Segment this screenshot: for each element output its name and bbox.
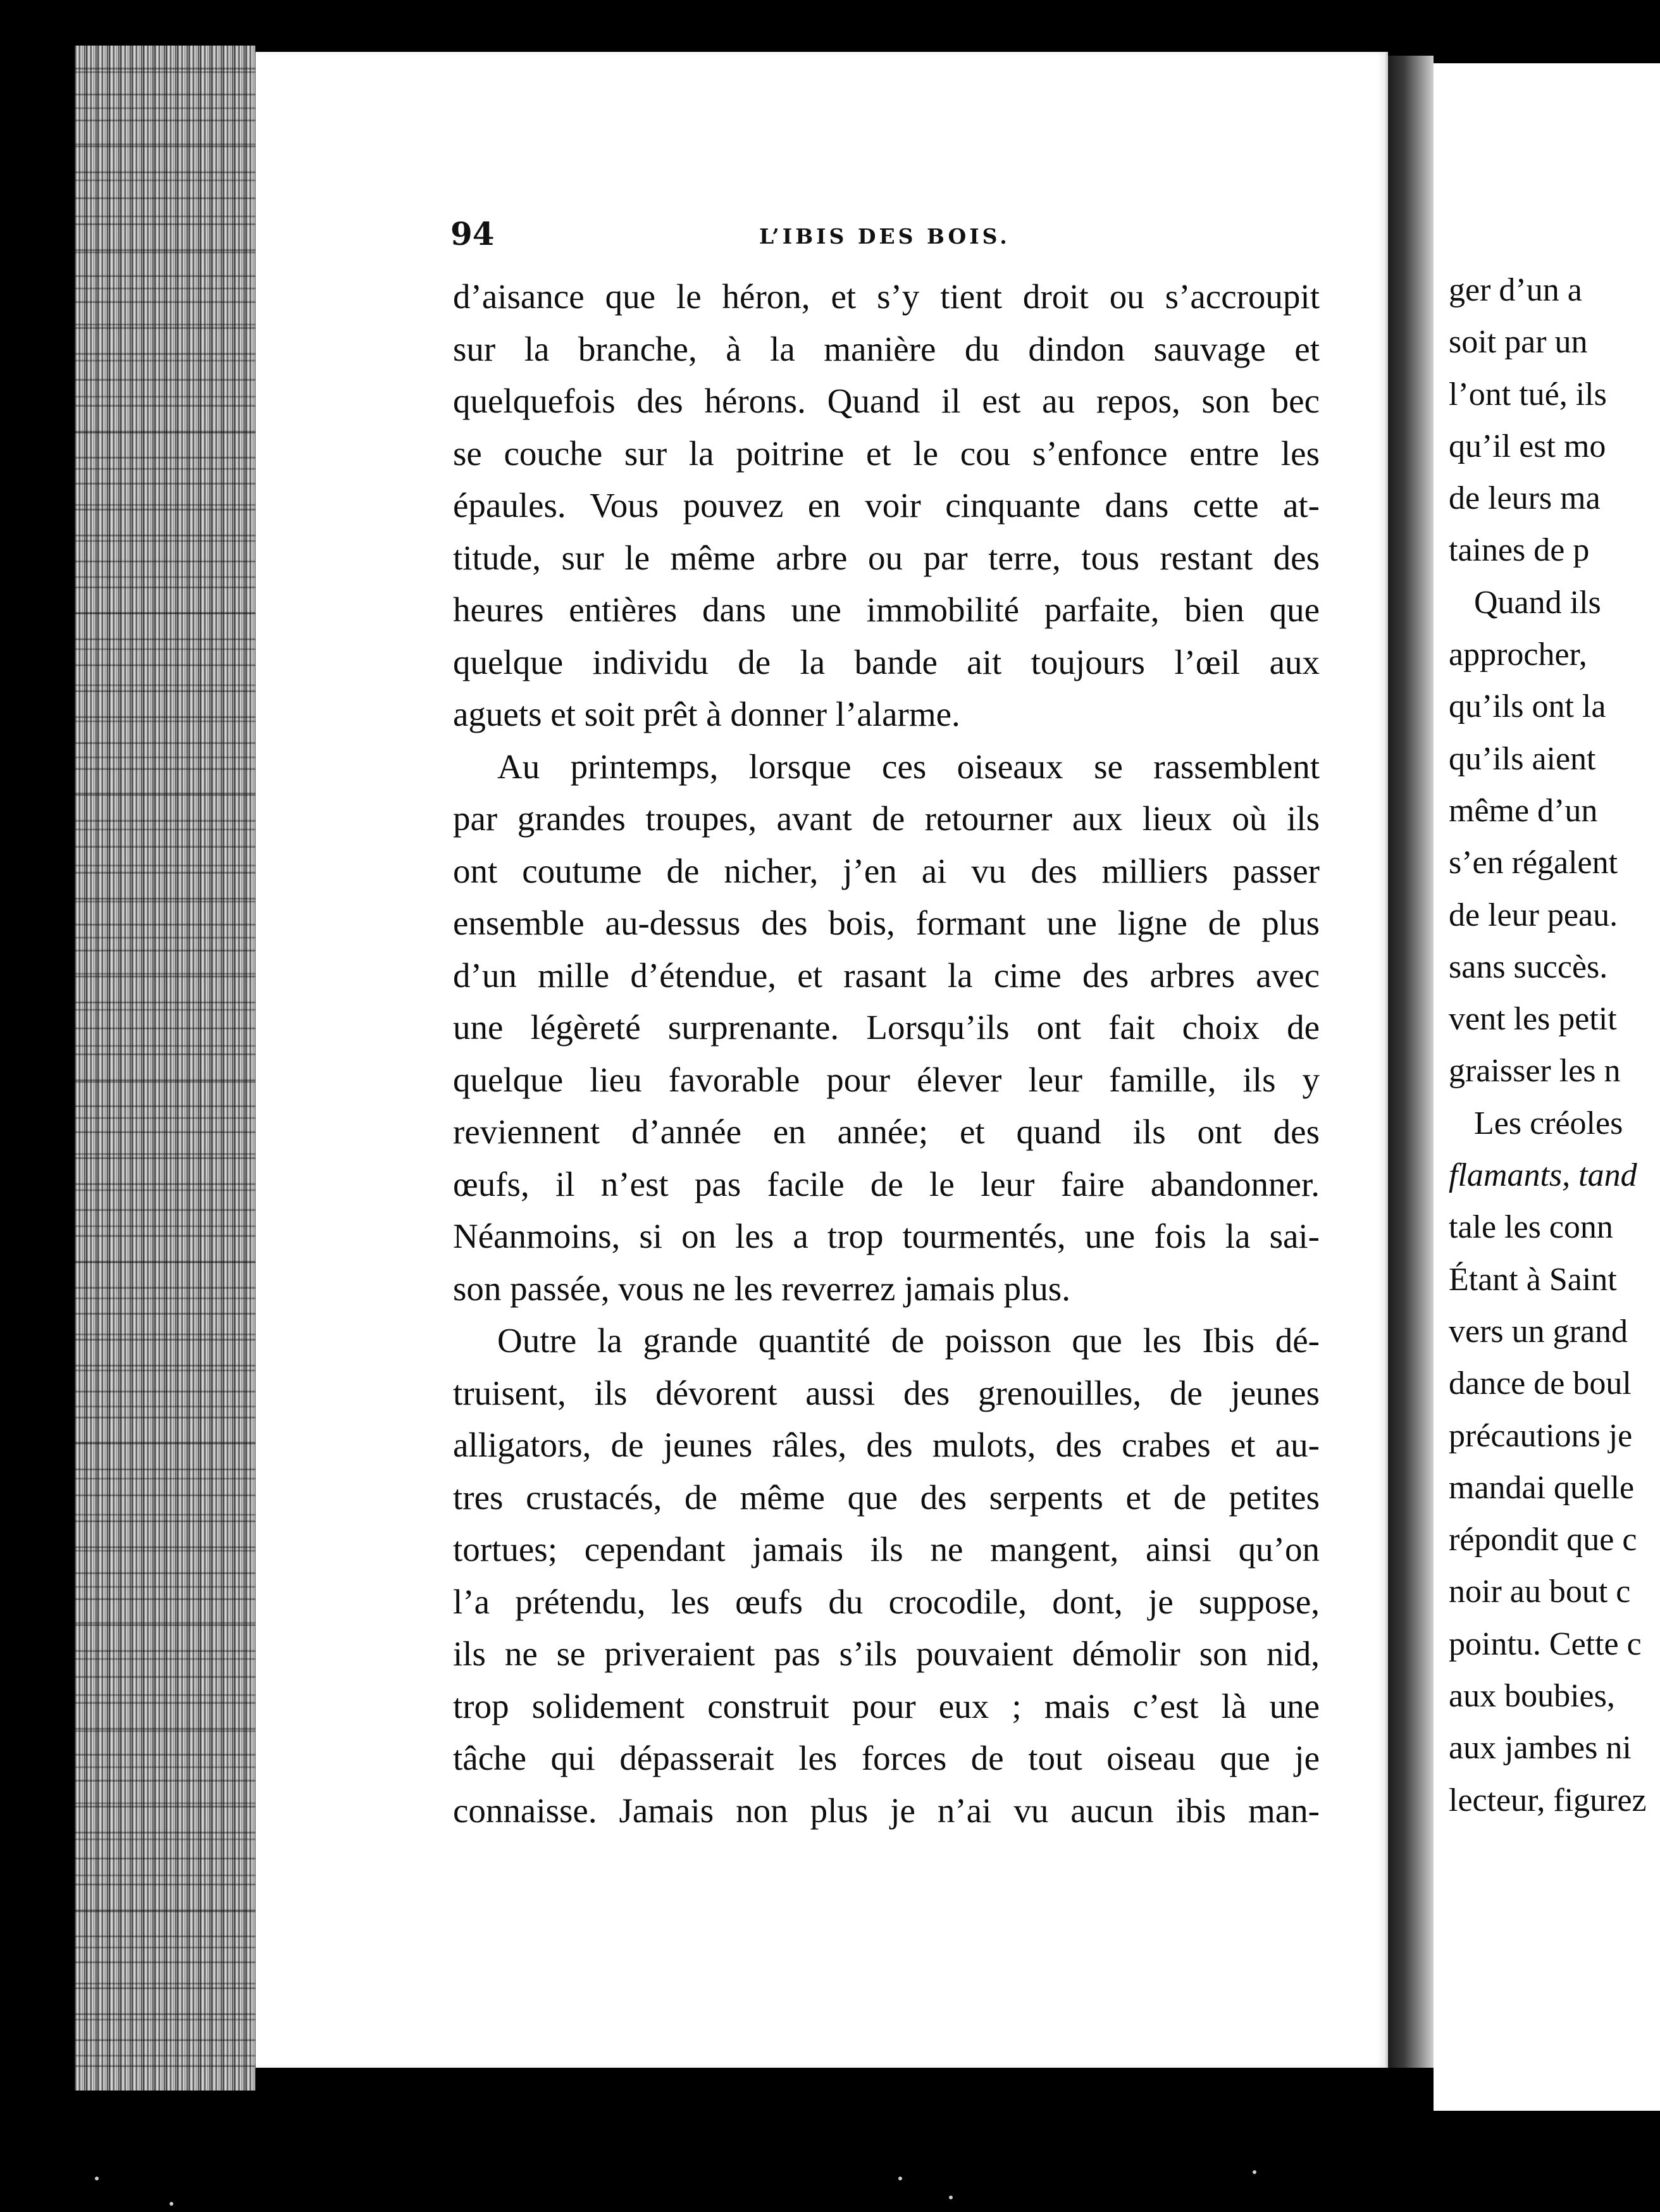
facing-text-line: vent les petit bbox=[1449, 1001, 1617, 1038]
scan-speck bbox=[95, 2177, 99, 2180]
text-line: alligators, de jeunes râles, des mulots, des crabes et au- bbox=[453, 1426, 1320, 1464]
facing-text-line: sans succès. bbox=[1449, 948, 1608, 985]
book-gutter bbox=[1388, 56, 1434, 2068]
text-line: ont coutume de nicher, j’en ai vu des milliers passer bbox=[453, 851, 1320, 890]
text-line: aguets et soit prêt à donner l’alarme. bbox=[453, 695, 960, 733]
facing-text-line: flamants, tand bbox=[1449, 1157, 1637, 1194]
text-line: par grandes troupes, avant de retourner aux lieux où ils bbox=[453, 799, 1320, 838]
text-line: Néanmoins, si on les a trop tourmentés, une fois la sai- bbox=[453, 1217, 1320, 1255]
facing-text-line: pointu. Cette c bbox=[1449, 1625, 1642, 1662]
facing-text-line: mandai quelle bbox=[1449, 1469, 1635, 1506]
facing-text-line: aux boubies, bbox=[1449, 1678, 1615, 1715]
text-line: tâche qui dépasserait les forces de tout oiseau que je bbox=[453, 1739, 1320, 1777]
facing-text-line: approcher, bbox=[1449, 637, 1587, 673]
text-line: trop solidement construit pour eux ; mais c’est là une bbox=[453, 1686, 1320, 1725]
facing-text-line: noir au bout c bbox=[1449, 1574, 1631, 1610]
facing-text-line: précautions je bbox=[1449, 1417, 1633, 1454]
text-line: sur la branche, à la manière du dindon sauvage et bbox=[453, 329, 1320, 368]
facing-text-line: taines de p bbox=[1449, 532, 1590, 569]
facing-text-line: qu’ils ont la bbox=[1449, 688, 1606, 725]
text-line: épaules. Vous pouvez en voir cinquante dans cette at- bbox=[453, 486, 1320, 525]
text-line: Au printemps, lorsque ces oiseaux se rassemblent bbox=[497, 747, 1320, 786]
scan-speck bbox=[1253, 2170, 1256, 2174]
running-title: L’IBIS DES BOIS. bbox=[759, 224, 1010, 249]
facing-text-line: Étant à Saint bbox=[1449, 1261, 1617, 1298]
text-line: l’a prétendu, les œufs du crocodile, dont, je suppose, bbox=[453, 1582, 1320, 1621]
facing-text-line: répondit que c bbox=[1449, 1522, 1637, 1558]
facing-text-line: aux jambes ni bbox=[1449, 1730, 1632, 1767]
facing-text-line: Les créoles bbox=[1474, 1105, 1623, 1141]
facing-text-line: soit par un bbox=[1449, 324, 1588, 361]
text-line: quelquefois des hérons. Quand il est au repos, son bec bbox=[453, 382, 1320, 420]
facing-text-line: l’ont tué, ils bbox=[1449, 376, 1607, 413]
text-line: titude, sur le même arbre ou par terre, tous restant des bbox=[453, 538, 1320, 577]
facing-text-line: ger d’un a bbox=[1449, 272, 1582, 308]
text-line: Outre la grande quantité de poisson que les Ibis dé- bbox=[497, 1321, 1320, 1360]
text-line: une légèreté surprenante. Lorsqu’ils ont fait choix de bbox=[453, 1008, 1320, 1047]
page-number: 94 bbox=[450, 215, 495, 252]
facing-text-line: dance de boul bbox=[1449, 1365, 1632, 1402]
facing-text-line: vers un grand bbox=[1449, 1313, 1628, 1350]
facing-text-line: graisser les n bbox=[1449, 1053, 1621, 1090]
text-line: quelque individu de la bande ait toujours l’œil aux bbox=[453, 642, 1320, 681]
text-line: heures entières dans une immobilité parfaite, bien que bbox=[453, 590, 1320, 629]
text-line: truisent, ils dévorent aussi des grenouilles, de jeunes bbox=[453, 1373, 1320, 1412]
facing-text-line: tale les conn bbox=[1449, 1209, 1613, 1246]
text-line: œufs, il n’est pas facile de le leur faire abandonner. bbox=[453, 1164, 1320, 1203]
running-head bbox=[450, 215, 1336, 259]
scan-speck bbox=[170, 2202, 173, 2206]
text-line: connaisse. Jamais non plus je n’ai vu aucun ibis man- bbox=[453, 1791, 1320, 1830]
left-page-body-text bbox=[453, 271, 1320, 1837]
text-line: ils ne se priveraient pas s’ils pouvaient démolir son nid, bbox=[453, 1634, 1320, 1673]
text-line: d’un mille d’étendue, et rasant la cime des arbres avec bbox=[453, 955, 1320, 995]
facing-text-line: de leur peau. bbox=[1449, 897, 1618, 933]
facing-text-line: de leurs ma bbox=[1449, 480, 1601, 517]
facing-text-line: s’en régalent bbox=[1449, 845, 1618, 881]
facing-text-line: même d’un bbox=[1449, 792, 1598, 829]
text-line: se couche sur la poitrine et le cou s’enfonce entre les bbox=[453, 433, 1320, 473]
text-line: d’aisance que le héron, et s’y tient droit ou s’accroupit bbox=[453, 277, 1320, 316]
text-line: tortues; cependant jamais ils ne mangent, ainsi qu’on bbox=[453, 1530, 1320, 1569]
scan-speck bbox=[898, 2177, 902, 2180]
facing-text-line: qu’ils aient bbox=[1449, 740, 1596, 777]
stacked-page-edges bbox=[75, 46, 256, 2091]
facing-text-line: lecteur, figurez bbox=[1449, 1782, 1647, 1818]
scan-speck bbox=[949, 2196, 953, 2199]
text-line: tres crustacés, de même que des serpents et de petites bbox=[453, 1477, 1320, 1517]
facing-text-line: qu’il est mo bbox=[1449, 428, 1606, 464]
text-line: son passée, vous ne les reverrez jamais plus. bbox=[453, 1269, 1070, 1308]
text-line: ensemble au-dessus des bois, formant une ligne de plus bbox=[453, 904, 1320, 942]
text-line: quelque lieu favorable pour élever leur famille, ils y bbox=[453, 1060, 1320, 1099]
text-line: reviennent d’année en année; et quand ils ont des bbox=[453, 1112, 1320, 1151]
right-page-body-text bbox=[1449, 264, 1660, 1827]
facing-text-line: Quand ils bbox=[1474, 584, 1601, 621]
